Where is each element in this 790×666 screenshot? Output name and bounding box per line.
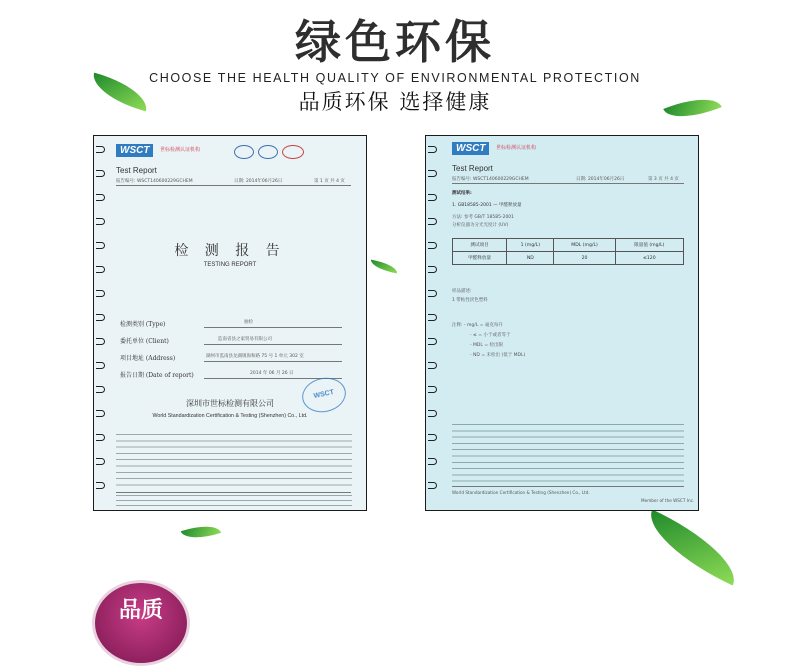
binder-ring: [428, 194, 437, 201]
field-value-type: 抽检: [244, 320, 253, 325]
certification-stamp: WSCT: [299, 374, 349, 416]
leaf-bottom-right: [638, 509, 748, 585]
agency-name: 世标检测认证机构: [160, 147, 201, 153]
binder-ring: [96, 434, 105, 441]
binder-ring: [428, 146, 437, 153]
report-title-en: TESTING REPORT: [203, 262, 257, 268]
binder-ring: [96, 170, 105, 177]
disclaimer-text: [452, 424, 684, 482]
binder-ring: [428, 290, 437, 297]
report-number: 报告编号: WSCT140600229GCHEM: [452, 177, 529, 182]
binder-ring: [96, 362, 105, 369]
field-rule: [204, 344, 342, 345]
field-value-client: 监南省县之家贸易有限公司: [218, 337, 272, 342]
quality-badge: [92, 580, 190, 666]
field-rule: [204, 361, 342, 362]
binder-ring: [428, 218, 437, 225]
note-line: - ND = 未检出 (低于 MDL): [470, 353, 526, 358]
badge-text: 品质: [118, 598, 163, 623]
field-label-address: 项目地址 (Address): [120, 355, 176, 362]
binder-ring: [428, 242, 437, 249]
test-report-cover: [93, 135, 367, 511]
binder-ring: [96, 218, 105, 225]
company-name-en: World Standardization Certification & Testing (Shenzhen) Co., Ltd.: [152, 413, 308, 419]
page-indicator: 第 1 页 共 4 页: [314, 179, 345, 184]
page-title: 绿色环保: [295, 15, 495, 69]
binder-ring: [428, 362, 437, 369]
binder-ring: [96, 386, 105, 393]
table-cell: 20: [554, 252, 615, 265]
method-line-1: 方法: 参考 GB/T 18585-2001: [452, 215, 515, 220]
note-line: - ≤ = 小于或者等于: [470, 333, 511, 338]
binder-ring: [96, 194, 105, 201]
field-label-type: 检测类别 (Type): [120, 321, 166, 328]
header-rule: [116, 185, 351, 186]
results-table: [452, 238, 684, 265]
wsct-logo: WSCT: [452, 142, 489, 155]
binder-ring: [96, 458, 105, 465]
page-subtitle: CHOOSE THE HEALTH QUALITY OF ENVIRONMENTAL PROTECTION: [149, 71, 641, 85]
report-date-line: 日期: 2014年06月26日: [576, 177, 625, 182]
binder-ring: [96, 338, 105, 345]
accreditation-marks: [234, 145, 304, 159]
report-title-cn: 检 测 报 告: [174, 243, 286, 259]
disclaimer-text: [116, 434, 352, 488]
method-line-2: 分析仪器为分光光度计 (UV): [452, 223, 509, 228]
report-date-line: 日期: 2014年06月26日: [234, 179, 283, 184]
binder-ring: [428, 458, 437, 465]
footer-address-text: [116, 495, 352, 507]
header-rule: [452, 183, 684, 184]
field-value-date: 2014 年 06 月 26 日: [250, 371, 294, 376]
field-label-date: 报告日期 (Date of report): [120, 372, 194, 379]
results-label: 测试结果:: [452, 191, 472, 196]
company-name-cn: 深圳市世标检测有限公司: [186, 399, 274, 408]
binder-ring: [428, 314, 437, 321]
binder-ring: [96, 146, 105, 153]
table-cell: 甲醛释放量: [453, 252, 507, 265]
note-line: - MDL = 检出限: [470, 343, 504, 348]
binder-ring: [96, 314, 105, 321]
field-value-address: 湖州市监南县龙湖镇海和路 75 号 1 单元 302 室: [206, 354, 304, 359]
table-header-cell: MDL (mg/L): [554, 239, 615, 252]
test-standard: 1. GB18585-2001 — 甲醛释放量: [452, 203, 522, 208]
binder-ring: [96, 482, 105, 489]
table-header-cell: 限量值 (mg/L): [615, 239, 683, 252]
table-cell: ND: [507, 252, 554, 265]
binder-ring: [428, 170, 437, 177]
member-footer: Member of the WSCT Inc.: [641, 498, 695, 503]
report-heading: Test Report: [452, 164, 493, 173]
leaf-bottom-left: [181, 519, 221, 544]
table-row: [453, 252, 684, 265]
table-header-row: [453, 239, 684, 252]
binder-ring: [428, 410, 437, 417]
sample-label: 样品描述:: [452, 289, 472, 294]
page-indicator: 第 3 页 共 4 页: [648, 177, 679, 182]
sample-description: 1 带帖性淡色塑料: [452, 298, 488, 303]
field-rule: [204, 327, 342, 328]
binder-ring: [96, 290, 105, 297]
wsct-logo: WSCT: [116, 144, 153, 157]
test-report-results: [425, 135, 699, 511]
table-header-cell: 测试项目: [453, 239, 507, 252]
table-header-cell: 1 (mg/L): [507, 239, 554, 252]
table-cell: ≤120: [615, 252, 683, 265]
report-number: 报告编号: WSCT140600229GCHEM: [116, 179, 193, 184]
agency-name: 世标检测认证机构: [496, 145, 537, 151]
binder-ring: [428, 386, 437, 393]
leaf-middle: [369, 260, 398, 274]
binder-ring: [428, 266, 437, 273]
page-slogan: 品质环保 选择健康: [298, 90, 492, 114]
note-line: 注释: - mg/L = 毫克每升: [452, 323, 503, 328]
footer-rule: [452, 486, 684, 487]
company-name-en: World Standardization Certification & Testing (Shenzhen) Co., Ltd.: [452, 490, 590, 495]
field-label-client: 委托单位 (Client): [120, 338, 169, 345]
binder-ring: [428, 482, 437, 489]
binder-ring: [428, 434, 437, 441]
report-heading: Test Report: [116, 166, 157, 175]
binder-ring: [428, 338, 437, 345]
footer-rule: [116, 492, 351, 493]
